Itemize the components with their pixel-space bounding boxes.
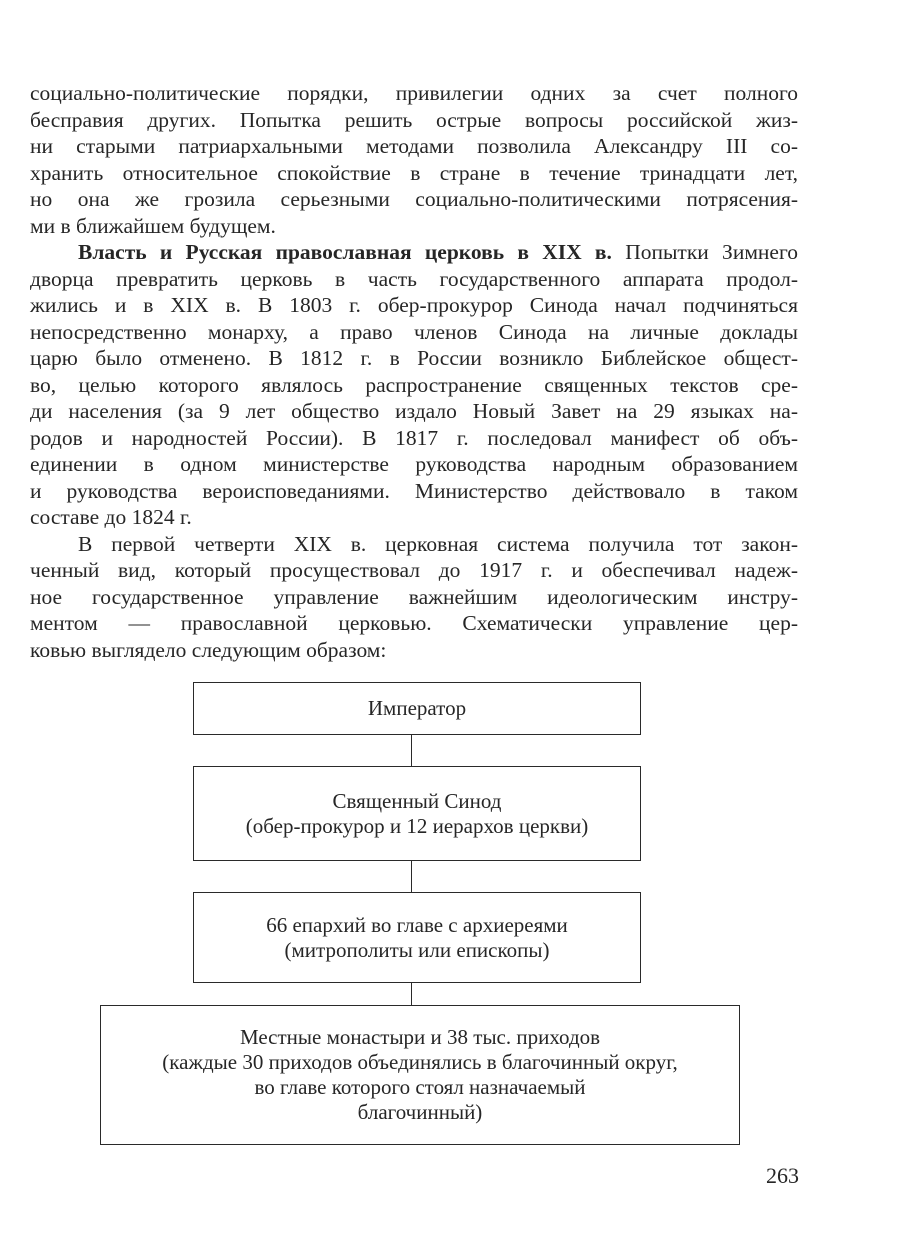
section-heading-line bbox=[30, 239, 798, 266]
text-line: но она же грозила серьезными социально-политическими потрясения- bbox=[30, 187, 798, 211]
emperor-label: Император bbox=[367, 696, 467, 720]
text-line: и руководства вероисповеданиями. Министерство действовало в таком bbox=[30, 478, 798, 503]
text-line: жились и в XIX в. В 1803 г. обер-прокурор Синода начал подчиняться bbox=[30, 293, 798, 317]
synod-title: Священный Синод bbox=[332, 788, 502, 813]
connector-line bbox=[411, 735, 412, 766]
text-line: дворца превратить церковь в часть государственного аппарата продол- bbox=[30, 266, 798, 291]
text-line: хранить относительное спокойствие в стране в течение тринадцати лет, bbox=[30, 160, 798, 185]
synod-box bbox=[193, 766, 641, 861]
text-line: во, целью которого являлось распространение священных текстов сре- bbox=[30, 372, 798, 397]
eparchies-subtitle: (митрополиты или епископы) bbox=[284, 937, 550, 962]
text-line: ковью выглядело следующим образом: bbox=[30, 637, 387, 662]
parishes-line: благочинный) bbox=[357, 1100, 483, 1124]
text-line: В первой четверти XIX в. церковная система получила тот закон- bbox=[78, 531, 798, 556]
eparchies-box bbox=[193, 892, 641, 983]
text-line: ченный вид, который просуществовал до 1917 г. и обеспечивал надеж- bbox=[30, 558, 798, 582]
parishes-line: во главе которого стоял назначаемый bbox=[254, 1075, 586, 1099]
text-line: ми в ближайшем будущем. bbox=[30, 213, 276, 238]
text-line: составе до 1824 г. bbox=[30, 505, 192, 529]
text-line: ное государственное управление важнейшим идеологическим инстру- bbox=[30, 584, 798, 609]
text-fragment: Попытки Зимнего bbox=[625, 240, 799, 264]
eparchies-title: 66 епархий во главе с архиереями bbox=[266, 912, 568, 937]
section-heading: Власть и Русская православная церковь в XIX в. bbox=[78, 240, 612, 264]
emperor-box bbox=[193, 682, 641, 735]
text-line: ментом — православной церковью. Схематически управление цер- bbox=[30, 611, 798, 635]
text-line: единении в одном министерстве руководства народным образованием bbox=[30, 452, 798, 476]
text-line: царю было отменено. В 1812 г. в России возникло Библейское общест- bbox=[30, 346, 798, 370]
synod-subtitle: (обер-прокурор и 12 иерархов церкви) bbox=[245, 813, 589, 838]
connector-line bbox=[411, 983, 412, 1005]
text-line: непосредственно монарху, а право членов Синода на личные доклады bbox=[30, 319, 798, 344]
text-line: социально-политические порядки, привилегии одних за счет полного bbox=[30, 81, 798, 105]
connector-line bbox=[411, 861, 412, 892]
parishes-line: (каждые 30 приходов объединялись в благочинный округ, bbox=[162, 1050, 678, 1074]
text-line: ди населения (за 9 лет общество издало Новый Завет на 29 языках на- bbox=[30, 399, 798, 423]
parishes-title: Местные монастыри и 38 тыс. приходов bbox=[239, 1025, 601, 1049]
text-line: ни старыми патриархальными методами позволила Александру III со- bbox=[30, 134, 798, 158]
text-line: родов и народностей России). В 1817 г. последовал манифест об объ- bbox=[30, 425, 798, 450]
parishes-box bbox=[100, 1005, 740, 1145]
text-line: бесправия других. Попытка решить острые вопросы российской жиз- bbox=[30, 107, 798, 132]
page-number: 263 bbox=[766, 1163, 799, 1188]
body-text bbox=[30, 80, 798, 663]
